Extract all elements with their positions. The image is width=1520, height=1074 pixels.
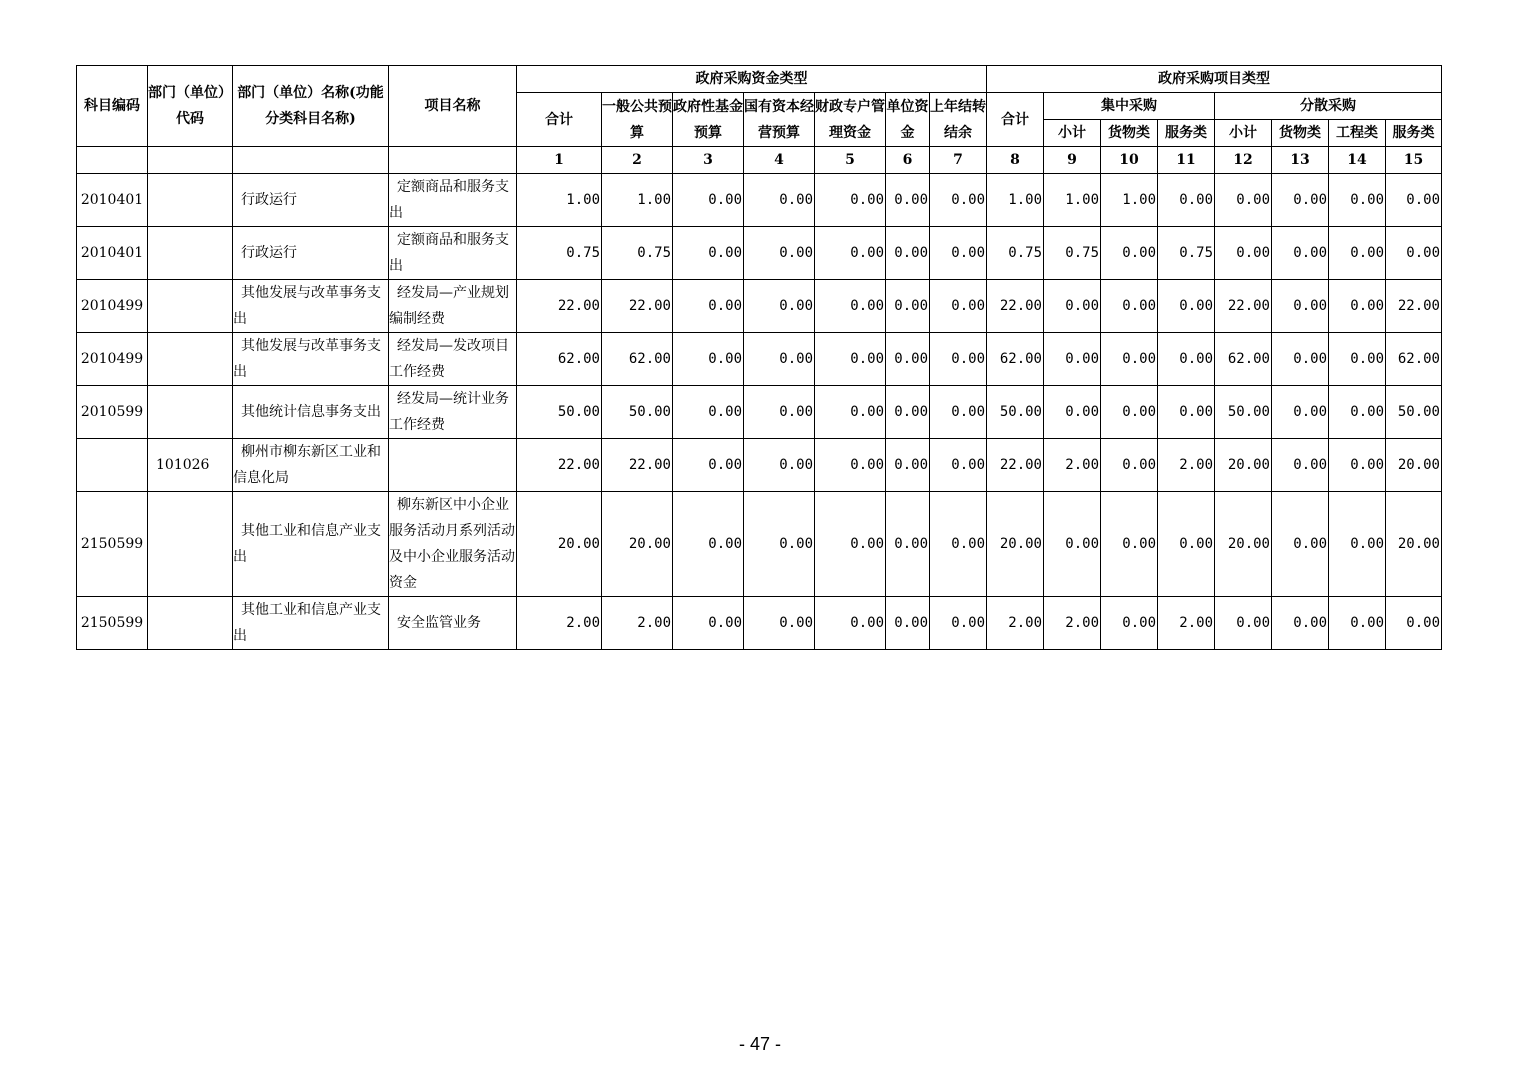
- header-fund-total: 合计: [517, 93, 602, 147]
- project-name-cell: 定额商品和服务支出: [389, 174, 517, 227]
- amount-cell-col-12: 0.00: [1215, 174, 1272, 227]
- header-project-name: 项目名称: [389, 66, 517, 147]
- header-blank: [233, 147, 389, 174]
- amount-cell-col-7: 0.00: [930, 227, 987, 280]
- amount-cell-col-7: 0.00: [930, 386, 987, 439]
- amount-cell-col-15: 22.00: [1386, 280, 1442, 333]
- project-name-cell: 柳东新区中小企业服务活动月系列活动及中小企业服务活动资金: [389, 492, 517, 597]
- amount-cell-col-6: 0.00: [886, 227, 930, 280]
- subject-code-cell: 2150599: [77, 492, 148, 597]
- header-general-budget: 一般公共预算: [602, 93, 673, 147]
- dept-name-cell: 其他统计信息事务支出: [233, 386, 389, 439]
- amount-cell-col-15: 0.00: [1386, 227, 1442, 280]
- amount-cell-col-3: 0.00: [673, 386, 744, 439]
- amount-cell-col-1: 22.00: [517, 439, 602, 492]
- column-number: 9: [1044, 147, 1101, 174]
- amount-cell-col-5: 0.00: [815, 386, 886, 439]
- amount-cell-col-8: 20.00: [987, 492, 1044, 597]
- amount-cell-col-14: 0.00: [1329, 386, 1386, 439]
- project-name-cell: [389, 439, 517, 492]
- table-row: [77, 280, 1442, 333]
- amount-cell-col-1: 1.00: [517, 174, 602, 227]
- header-centralized-services: 服务类: [1158, 120, 1215, 147]
- amount-cell-col-5: 0.00: [815, 597, 886, 650]
- amount-cell-col-2: 22.00: [602, 439, 673, 492]
- dept-code-cell: [148, 597, 233, 650]
- amount-cell-col-13: 0.00: [1272, 492, 1329, 597]
- amount-cell-col-12: 22.00: [1215, 280, 1272, 333]
- column-number: 4: [744, 147, 815, 174]
- amount-cell-col-9: 2.00: [1044, 597, 1101, 650]
- amount-cell-col-2: 20.00: [602, 492, 673, 597]
- amount-cell-col-11: 2.00: [1158, 597, 1215, 650]
- amount-cell-col-14: 0.00: [1329, 280, 1386, 333]
- amount-cell-col-2: 2.00: [602, 597, 673, 650]
- amount-cell-col-2: 0.75: [602, 227, 673, 280]
- amount-cell-col-11: 0.75: [1158, 227, 1215, 280]
- amount-cell-col-5: 0.00: [815, 333, 886, 386]
- amount-cell-col-15: 62.00: [1386, 333, 1442, 386]
- amount-cell-col-6: 0.00: [886, 333, 930, 386]
- header-project-type-group: 政府采购项目类型: [987, 66, 1442, 93]
- amount-cell-col-1: 0.75: [517, 227, 602, 280]
- procurement-budget-table: [76, 65, 1442, 650]
- amount-cell-col-5: 0.00: [815, 492, 886, 597]
- amount-cell-col-11: 2.00: [1158, 439, 1215, 492]
- amount-cell-col-12: 50.00: [1215, 386, 1272, 439]
- table-body: [77, 174, 1442, 650]
- amount-cell-col-15: 20.00: [1386, 439, 1442, 492]
- dept-code-cell: [148, 492, 233, 597]
- dept-name-cell: 柳州市柳东新区工业和信息化局: [233, 439, 389, 492]
- amount-cell-col-4: 0.00: [744, 280, 815, 333]
- page-number: - 47 -: [738, 1034, 781, 1054]
- table-row: [77, 492, 1442, 597]
- table-row: [77, 386, 1442, 439]
- amount-cell-col-13: 0.00: [1272, 174, 1329, 227]
- column-number-row: [77, 147, 1442, 174]
- amount-cell-col-1: 22.00: [517, 280, 602, 333]
- subject-code-cell: 2010401: [77, 227, 148, 280]
- dept-name-cell: 行政运行: [233, 227, 389, 280]
- amount-cell-col-10: 0.00: [1101, 439, 1158, 492]
- amount-cell-col-3: 0.00: [673, 439, 744, 492]
- amount-cell-col-8: 50.00: [987, 386, 1044, 439]
- subject-code-cell: 2010401: [77, 174, 148, 227]
- header-centralized-goods: 货物类: [1101, 120, 1158, 147]
- amount-cell-col-6: 0.00: [886, 439, 930, 492]
- amount-cell-col-13: 0.00: [1272, 597, 1329, 650]
- amount-cell-col-4: 0.00: [744, 333, 815, 386]
- column-number: 1: [517, 147, 602, 174]
- amount-cell-col-13: 0.00: [1272, 227, 1329, 280]
- amount-cell-col-6: 0.00: [886, 280, 930, 333]
- amount-cell-col-7: 0.00: [930, 174, 987, 227]
- column-number: 7: [930, 147, 987, 174]
- amount-cell-col-9: 0.75: [1044, 227, 1101, 280]
- header-blank: [389, 147, 517, 174]
- dept-code-cell: [148, 333, 233, 386]
- amount-cell-col-9: 0.00: [1044, 386, 1101, 439]
- table-row: [77, 227, 1442, 280]
- header-centralized: 集中采购: [1044, 93, 1215, 120]
- amount-cell-col-8: 22.00: [987, 439, 1044, 492]
- amount-cell-col-5: 0.00: [815, 280, 886, 333]
- amount-cell-col-11: 0.00: [1158, 174, 1215, 227]
- amount-cell-col-14: 0.00: [1329, 492, 1386, 597]
- header-blank: [77, 147, 148, 174]
- amount-cell-col-12: 0.00: [1215, 227, 1272, 280]
- amount-cell-col-2: 62.00: [602, 333, 673, 386]
- header-blank: [148, 147, 233, 174]
- amount-cell-col-12: 20.00: [1215, 439, 1272, 492]
- dept-code-cell: [148, 386, 233, 439]
- amount-cell-col-4: 0.00: [744, 174, 815, 227]
- amount-cell-col-9: 2.00: [1044, 439, 1101, 492]
- amount-cell-col-6: 0.00: [886, 492, 930, 597]
- header-decentralized-subtotal: 小计: [1215, 120, 1272, 147]
- amount-cell-col-7: 0.00: [930, 492, 987, 597]
- header-unit-fund: 单位资金: [886, 93, 930, 147]
- header-decentralized-works: 工程类: [1329, 120, 1386, 147]
- amount-cell-col-10: 0.00: [1101, 386, 1158, 439]
- amount-cell-col-4: 0.00: [744, 492, 815, 597]
- column-number: 12: [1215, 147, 1272, 174]
- amount-cell-col-3: 0.00: [673, 227, 744, 280]
- amount-cell-col-8: 62.00: [987, 333, 1044, 386]
- amount-cell-col-1: 50.00: [517, 386, 602, 439]
- amount-cell-col-15: 20.00: [1386, 492, 1442, 597]
- dept-name-cell: 其他发展与改革事务支出: [233, 333, 389, 386]
- dept-name-cell: 其他工业和信息产业支出: [233, 492, 389, 597]
- amount-cell-col-8: 1.00: [987, 174, 1044, 227]
- dept-code-cell: [148, 280, 233, 333]
- table-row: [77, 439, 1442, 492]
- project-name-cell: 经发局—发改项目工作经费: [389, 333, 517, 386]
- amount-cell-col-6: 0.00: [886, 174, 930, 227]
- amount-cell-col-7: 0.00: [930, 280, 987, 333]
- amount-cell-col-7: 0.00: [930, 439, 987, 492]
- amount-cell-col-3: 0.00: [673, 280, 744, 333]
- amount-cell-col-12: 62.00: [1215, 333, 1272, 386]
- header-decentralized-services: 服务类: [1386, 120, 1442, 147]
- amount-cell-col-11: 0.00: [1158, 386, 1215, 439]
- amount-cell-col-1: 2.00: [517, 597, 602, 650]
- amount-cell-col-15: 0.00: [1386, 174, 1442, 227]
- amount-cell-col-5: 0.00: [815, 227, 886, 280]
- amount-cell-col-3: 0.00: [673, 333, 744, 386]
- column-number: 15: [1386, 147, 1442, 174]
- amount-cell-col-10: 1.00: [1101, 174, 1158, 227]
- column-number: 10: [1101, 147, 1158, 174]
- subject-code-cell: 2150599: [77, 597, 148, 650]
- amount-cell-col-1: 62.00: [517, 333, 602, 386]
- amount-cell-col-11: 0.00: [1158, 280, 1215, 333]
- amount-cell-col-13: 0.00: [1272, 439, 1329, 492]
- subject-code-cell: 2010599: [77, 386, 148, 439]
- project-name-cell: 经发局—产业规划编制经费: [389, 280, 517, 333]
- amount-cell-col-2: 50.00: [602, 386, 673, 439]
- amount-cell-col-10: 0.00: [1101, 280, 1158, 333]
- dept-name-cell: 其他工业和信息产业支出: [233, 597, 389, 650]
- amount-cell-col-4: 0.00: [744, 386, 815, 439]
- amount-cell-col-13: 0.00: [1272, 280, 1329, 333]
- subject-code-cell: [77, 439, 148, 492]
- table-header: [77, 66, 1442, 174]
- amount-cell-col-7: 0.00: [930, 597, 987, 650]
- column-number: 6: [886, 147, 930, 174]
- header-carryover: 上年结转结余: [930, 93, 987, 147]
- amount-cell-col-3: 0.00: [673, 597, 744, 650]
- column-number: 5: [815, 147, 886, 174]
- amount-cell-col-12: 20.00: [1215, 492, 1272, 597]
- subject-code-cell: 2010499: [77, 333, 148, 386]
- amount-cell-col-10: 0.00: [1101, 597, 1158, 650]
- column-number: 8: [987, 147, 1044, 174]
- amount-cell-col-9: 0.00: [1044, 280, 1101, 333]
- amount-cell-col-10: 0.00: [1101, 227, 1158, 280]
- amount-cell-col-8: 2.00: [987, 597, 1044, 650]
- amount-cell-col-7: 0.00: [930, 333, 987, 386]
- header-decentralized: 分散采购: [1215, 93, 1442, 120]
- column-number: 13: [1272, 147, 1329, 174]
- amount-cell-col-2: 1.00: [602, 174, 673, 227]
- amount-cell-col-5: 0.00: [815, 174, 886, 227]
- amount-cell-col-12: 0.00: [1215, 597, 1272, 650]
- amount-cell-col-3: 0.00: [673, 174, 744, 227]
- amount-cell-col-15: 0.00: [1386, 597, 1442, 650]
- dept-name-cell: 行政运行: [233, 174, 389, 227]
- table-row: [77, 333, 1442, 386]
- amount-cell-col-11: 0.00: [1158, 333, 1215, 386]
- amount-cell-col-9: 0.00: [1044, 333, 1101, 386]
- amount-cell-col-14: 0.00: [1329, 439, 1386, 492]
- amount-cell-col-2: 22.00: [602, 280, 673, 333]
- header-fund-type-group: 政府采购资金类型: [517, 66, 987, 93]
- header-fiscal-account-fund: 财政专户管理资金: [815, 93, 886, 147]
- column-number: 11: [1158, 147, 1215, 174]
- project-name-cell: 定额商品和服务支出: [389, 227, 517, 280]
- amount-cell-col-13: 0.00: [1272, 386, 1329, 439]
- amount-cell-col-1: 20.00: [517, 492, 602, 597]
- amount-cell-col-4: 0.00: [744, 597, 815, 650]
- table-row: [77, 174, 1442, 227]
- amount-cell-col-4: 0.00: [744, 439, 815, 492]
- amount-cell-col-11: 0.00: [1158, 492, 1215, 597]
- column-number: 14: [1329, 147, 1386, 174]
- dept-code-cell: 101026: [148, 439, 233, 492]
- column-number: 2: [602, 147, 673, 174]
- amount-cell-col-14: 0.00: [1329, 174, 1386, 227]
- dept-code-cell: [148, 174, 233, 227]
- amount-cell-col-8: 0.75: [987, 227, 1044, 280]
- dept-code-cell: [148, 227, 233, 280]
- amount-cell-col-6: 0.00: [886, 386, 930, 439]
- amount-cell-col-3: 0.00: [673, 492, 744, 597]
- amount-cell-col-5: 0.00: [815, 439, 886, 492]
- header-gov-fund-budget: 政府性基金预算: [673, 93, 744, 147]
- amount-cell-col-15: 50.00: [1386, 386, 1442, 439]
- header-subject-code: 科目编码: [77, 66, 148, 147]
- header-state-capital-budget: 国有资本经营预算: [744, 93, 815, 147]
- amount-cell-col-14: 0.00: [1329, 333, 1386, 386]
- project-name-cell: 安全监管业务: [389, 597, 517, 650]
- amount-cell-col-8: 22.00: [987, 280, 1044, 333]
- amount-cell-col-4: 0.00: [744, 227, 815, 280]
- subject-code-cell: 2010499: [77, 280, 148, 333]
- project-name-cell: 经发局—统计业务工作经费: [389, 386, 517, 439]
- column-number: 3: [673, 147, 744, 174]
- amount-cell-col-10: 0.00: [1101, 492, 1158, 597]
- amount-cell-col-14: 0.00: [1329, 227, 1386, 280]
- table-row: [77, 597, 1442, 650]
- amount-cell-col-9: 0.00: [1044, 492, 1101, 597]
- dept-name-cell: 其他发展与改革事务支出: [233, 280, 389, 333]
- header-dept-code: 部门（单位）代码: [148, 66, 233, 147]
- amount-cell-col-14: 0.00: [1329, 597, 1386, 650]
- header-decentralized-goods: 货物类: [1272, 120, 1329, 147]
- header-centralized-subtotal: 小计: [1044, 120, 1101, 147]
- amount-cell-col-13: 0.00: [1272, 333, 1329, 386]
- amount-cell-col-9: 1.00: [1044, 174, 1101, 227]
- amount-cell-col-10: 0.00: [1101, 333, 1158, 386]
- header-project-total: 合计: [987, 93, 1044, 147]
- amount-cell-col-6: 0.00: [886, 597, 930, 650]
- header-dept-name: 部门（单位）名称(功能分类科目名称): [233, 66, 389, 147]
